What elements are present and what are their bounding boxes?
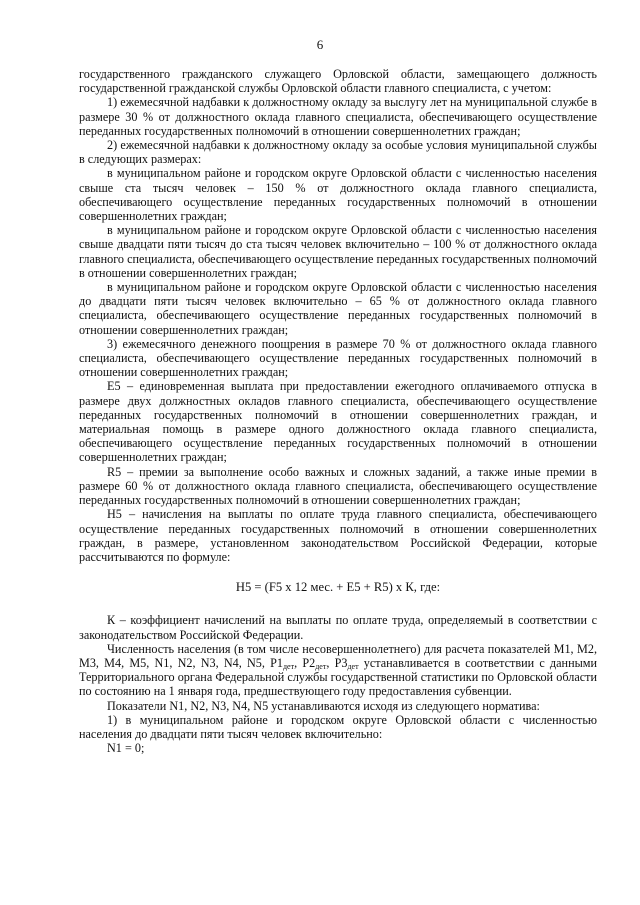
paragraph: в муниципальном районе и городском округе Орловской области с численностью населения свыше ста тысяч человек – 150 % от должностного оклада главного специалиста, обеспечивающего осуществление переданных государственных полномочий в отношении совершеннолетних граждан; [79, 166, 597, 224]
subscript: дет [347, 661, 359, 671]
subscript: дет [282, 661, 295, 671]
paragraph: в муниципальном районе и городском округе Орловской области с численностью населения до двадцати пяти тысяч человек включительно – 65 % от должностного оклада главного специалиста, обеспечивающего осуществление переданных государственных полномочий в отношении совершеннолетних граждан; [79, 280, 597, 337]
population-paragraph [79, 642, 597, 699]
paragraph: К – коэффициент начислений на выплаты по оплате труда, определяемый в соответствии с законодательством Российской Федерации. [79, 613, 597, 642]
paragraph: государственного гражданского служащего Орловской области, замещающего должность государственной гражданской службы Орловской области главного специалиста, с учетом: [79, 67, 597, 96]
population-sep: , Р2 [294, 655, 316, 670]
document-body [79, 67, 597, 755]
paragraph: в муниципальном районе и городском округе Орловской области с численностью населения свыше двадцати пяти тысяч до ста тысяч человек включительно – 100 % от должностного оклада главного специалиста, обеспечивающего осуществление переданных государственных полномочий в отношении совершеннолетних граждан; [79, 223, 597, 280]
paragraph: 1) ежемесячной надбавки к должностному окладу за выслугу лет на муниципальной службе в размере 30 % от должностного оклада главного специалиста, обеспечивающего осуществление переданных государственных полномочий в отношении совершеннолетних граждан; [79, 95, 597, 138]
paragraph: 1) в муниципальном районе и городском округе Орловской области с численностью населения до двадцати пяти тысяч человек включительно: [79, 712, 597, 741]
paragraph: 2) ежемесячной надбавки к должностному окладу за особые условия муниципальной службы в следующих размерах: [79, 138, 597, 167]
paragraph: R5 – премии за выполнение особо важных и сложных заданий, а также иные премии в размере 60 % от должностного оклада главного специалиста, обеспечивающего осуществление переданных государственных полномочий в отношении совершеннолетних граждан; [79, 464, 597, 508]
population-sep: , Р3 [326, 655, 348, 670]
page-number: 6 [316, 37, 324, 52]
subscript: дет [315, 661, 327, 671]
paragraph: 3) ежемесячного денежного поощрения в размере 70 % от должностного оклада главного специалиста, обеспечивающего осуществление переданных государственных полномочий в отношении совершеннолетних граждан; [79, 336, 597, 380]
paragraph: N1 = 0; [107, 741, 145, 756]
paragraph: Е5 – единовременная выплата при предоставлении ежегодного оплачиваемого отпуска в размере двух должностных окладов главного специалиста, обеспечивающего осуществление переданных государственных полномочий в отношении совершеннолетних граждан, и материальная помощь в размере одного должностного оклада главного специалиста, обеспечивающего осуществление переданных государственных полномочий в отношении совершеннолетних граждан; [79, 379, 597, 465]
paragraph: Показатели N1, N2, N3, N4, N5 устанавливаются исходя из следующего норматива: [107, 698, 540, 713]
formula: Н5 = (F5 х 12 мес. + Е5 + R5) х К, где: [235, 580, 441, 595]
paragraph: Н5 – начисления на выплаты по оплате труда главного специалиста, обеспечивающего осуществление переданных государственных полномочий в отношении совершеннолетних граждан, в размере, установленном законодательством Российской Федерации, которые рассчитываются по формуле: [79, 507, 597, 564]
population-text: Численность населения (в том числе несовершеннолетнего) для расчета показателей М1, М2, М3, М4, М5, N1, N2, N3, N4, N5, Р1 [79, 641, 597, 670]
population-text: устанавливается в соответствии с данными Территориального органа Федеральной службы государственной статистики по Орловской области по состоянию на 1 января года, предшествующего году предоставления субвенции. [79, 655, 598, 699]
